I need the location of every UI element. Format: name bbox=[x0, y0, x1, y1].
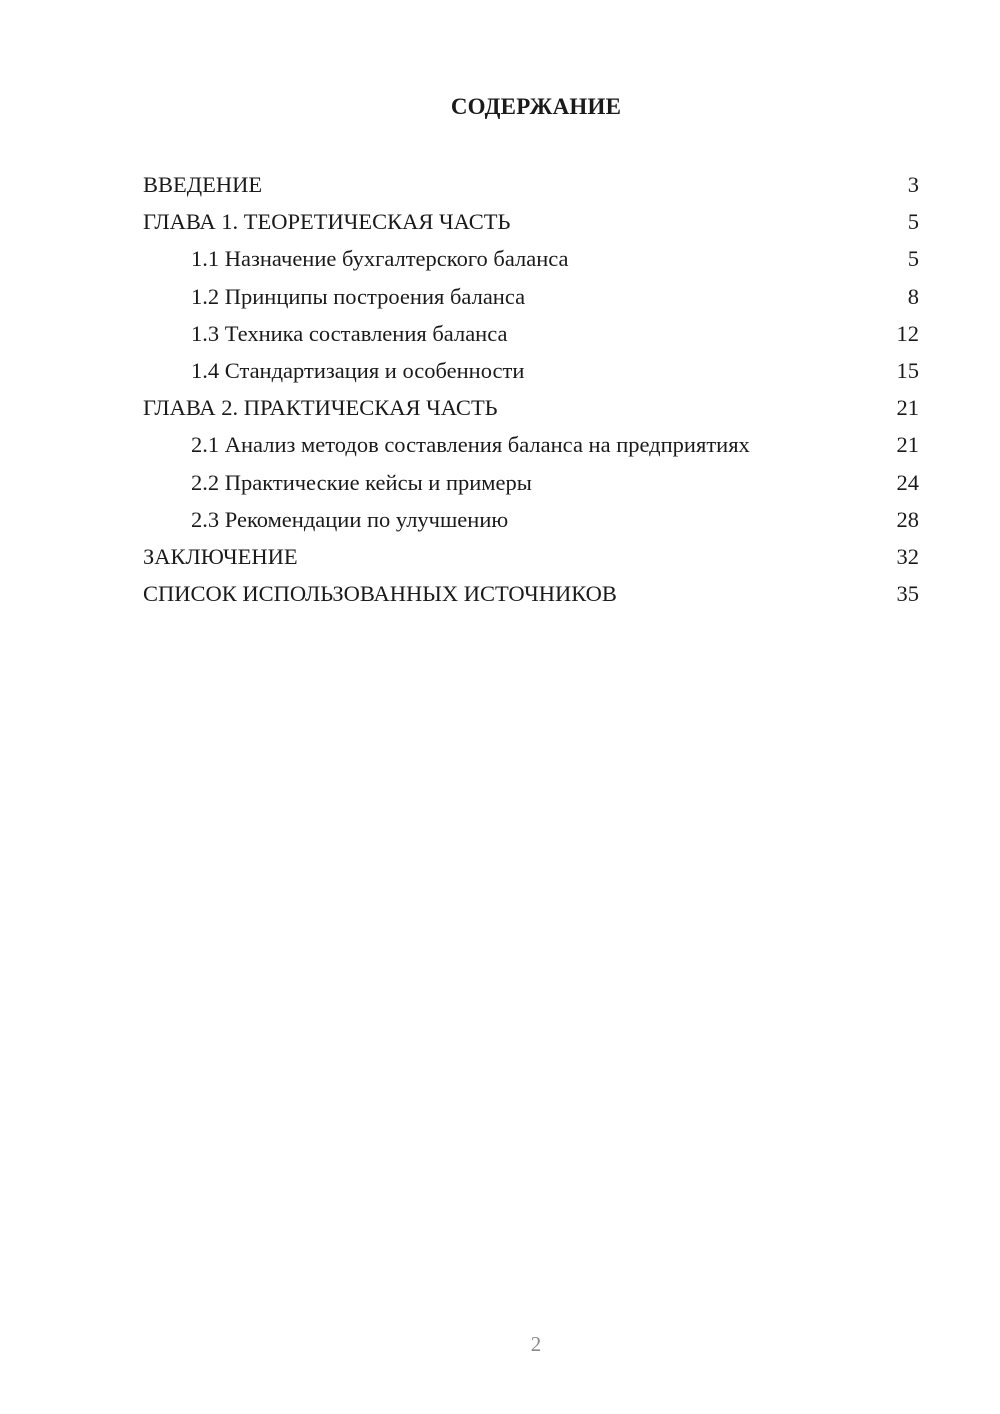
toc-item[interactable] bbox=[143, 538, 919, 575]
toc-list bbox=[143, 166, 919, 612]
toc-item-page: 15 bbox=[896, 357, 919, 383]
toc-item-label: ЗАКЛЮЧЕНИЕ bbox=[143, 543, 298, 569]
toc-item-page: 21 bbox=[896, 395, 919, 421]
toc-item-label: СПИСОК ИСПОЛЬЗОВАННЫХ ИСТОЧНИКОВ bbox=[143, 581, 617, 607]
toc-item-page: 3 bbox=[907, 172, 919, 197]
toc-item-page: 32 bbox=[896, 543, 919, 569]
toc-item[interactable] bbox=[143, 166, 919, 203]
toc-item-page: 28 bbox=[896, 506, 919, 532]
toc-item[interactable] bbox=[143, 315, 919, 352]
toc-item-page: 21 bbox=[896, 432, 919, 458]
toc-item[interactable] bbox=[143, 501, 919, 538]
toc-item[interactable] bbox=[143, 203, 919, 240]
toc-item-label: 2.3 Рекомендации по улучшению bbox=[191, 506, 509, 532]
toc-item-page: 12 bbox=[896, 320, 919, 346]
toc-item-label: 1.2 Принципы построения баланса bbox=[191, 283, 526, 309]
toc-item-page: 5 bbox=[907, 209, 919, 235]
toc-item-page: 35 bbox=[896, 581, 919, 607]
toc-item[interactable] bbox=[143, 278, 919, 315]
toc-item-label: 1.3 Техника составления баланса bbox=[191, 320, 508, 346]
toc-item-label: 1.4 Стандартизация и особенности bbox=[191, 357, 525, 383]
toc-item-page: 5 bbox=[907, 246, 919, 272]
toc-item[interactable] bbox=[143, 464, 919, 501]
toc-item-label: 1.1 Назначение бухгалтерского баланса bbox=[191, 246, 569, 272]
toc-item-label: ГЛАВА 2. ПРАКТИЧЕСКАЯ ЧАСТЬ bbox=[143, 395, 498, 421]
toc-item-label: ГЛАВА 1. ТЕОРЕТИЧЕСКАЯ ЧАСТЬ bbox=[143, 209, 511, 235]
toc-item-label: ВВЕДЕНИЕ bbox=[143, 172, 263, 197]
toc-item[interactable] bbox=[143, 352, 919, 389]
toc-item-label: 2.1 Анализ методов составления баланса на предприятиях bbox=[191, 432, 750, 458]
page-number: 2 bbox=[530, 1332, 542, 1356]
toc-title: СОДЕРЖАНИЕ bbox=[450, 94, 622, 119]
toc-item-page: 8 bbox=[907, 283, 919, 309]
toc-item[interactable] bbox=[143, 426, 919, 463]
toc-item[interactable] bbox=[143, 389, 919, 426]
toc-item-page: 24 bbox=[896, 469, 919, 495]
toc-item[interactable] bbox=[143, 240, 919, 277]
toc-item[interactable] bbox=[143, 575, 919, 612]
toc-item-label: 2.2 Практические кейсы и примеры bbox=[191, 469, 532, 495]
